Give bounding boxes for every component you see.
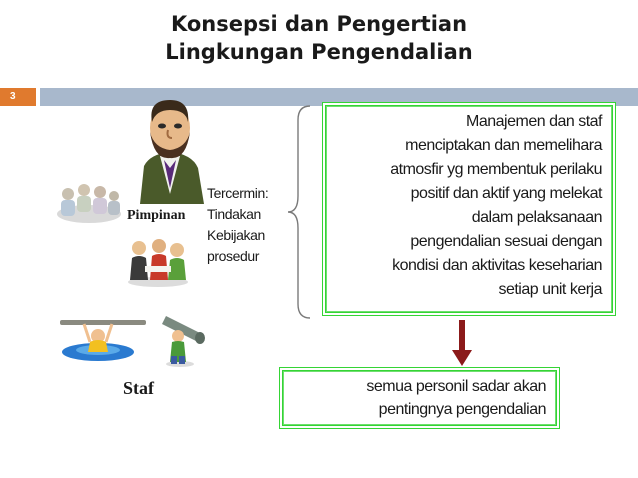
tercermin-heading: Tercermin: xyxy=(207,185,269,201)
professor-clipart-icon xyxy=(130,96,210,206)
description-line: setiap unit kerja xyxy=(498,281,602,298)
person-in-water-clipart-icon xyxy=(58,314,148,362)
result-line: pentingnya pengendalian xyxy=(378,401,546,418)
tercermin-item: prosedur xyxy=(207,248,260,264)
description-line: positif dan aktif yang melekat xyxy=(410,185,602,202)
description-text xyxy=(390,110,602,302)
description-line: menciptakan dan memelihara xyxy=(405,137,602,154)
staf-label: Staf xyxy=(123,378,154,398)
result-box xyxy=(279,367,560,429)
title-line-1: Konsepsi dan Pengertian xyxy=(170,12,468,36)
tercermin-item: Tindakan xyxy=(207,206,261,222)
slide-number: 3 xyxy=(0,88,36,106)
description-line: pengendalian sesuai dengan xyxy=(410,233,602,250)
person-with-telescope-clipart-icon xyxy=(158,312,208,368)
description-line: kondisi dan aktivitas keseharian xyxy=(392,257,602,274)
title-line-2: Lingkungan Pengendalian xyxy=(165,40,473,64)
tercermin-list xyxy=(207,183,268,267)
slide-title xyxy=(0,10,638,66)
business-people-clipart-icon xyxy=(125,236,191,288)
description-line: atmosfir yg membentuk perilaku xyxy=(390,161,602,178)
curly-brace-icon xyxy=(284,104,314,320)
description-box xyxy=(322,102,616,316)
result-line: semua personil sadar akan xyxy=(366,378,546,395)
pimpinan-label: Pimpinan xyxy=(127,208,186,223)
result-text xyxy=(366,375,546,421)
tercermin-item: Kebijakan xyxy=(207,227,265,243)
description-line: dalam pelaksanaan xyxy=(471,209,602,226)
down-arrow-icon xyxy=(452,320,472,368)
meeting-people-clipart-icon xyxy=(54,180,124,226)
description-line: Manajemen dan staf xyxy=(466,113,602,130)
